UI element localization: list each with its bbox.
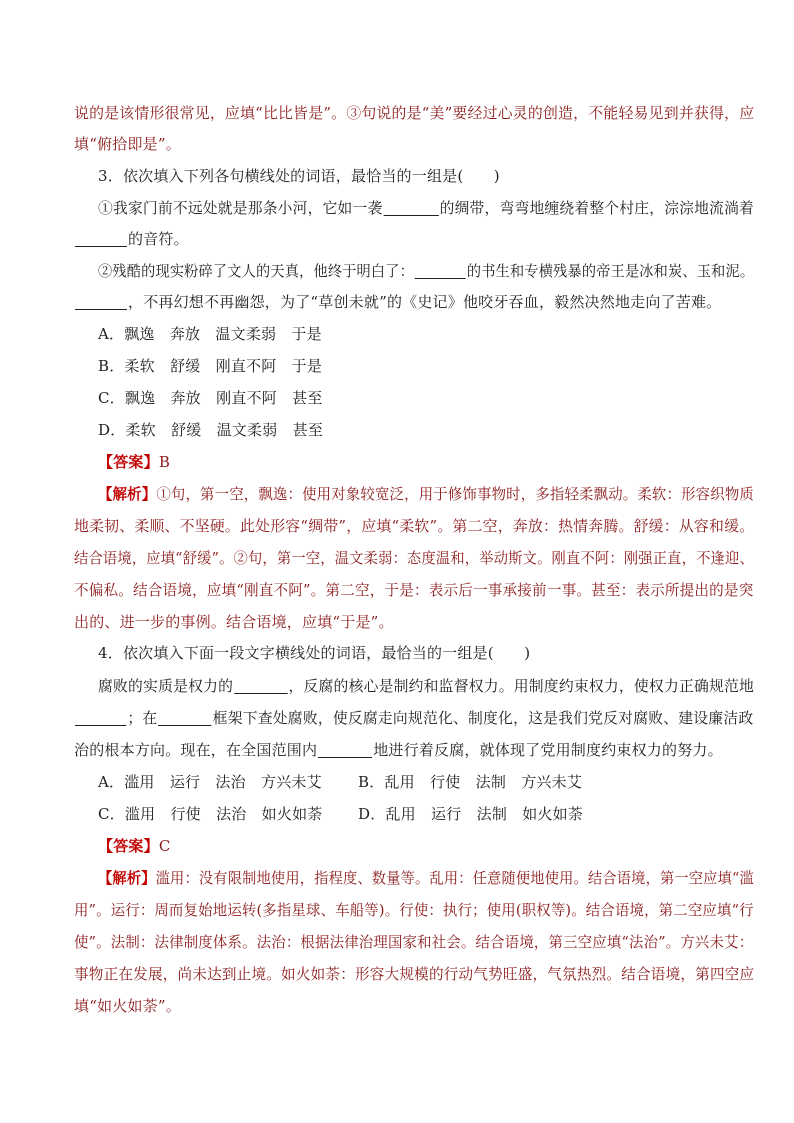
- q4-option-c: C．滥用 行使 法治 如火如荼: [98, 805, 323, 823]
- q3-analysis-line-3: 结合语境，应填“舒缓”。②句，第一空，温文柔弱：态度温和，举动斯文。刚直不阿：刚强正直，不逢迎、: [74, 549, 754, 567]
- q4-analysis-line-4: 事物正在发展，尚未达到止境。如火如荼：形容大规模的行动气势旺盛，气氛热烈。结合语境，第四空应: [74, 965, 755, 983]
- q3-analysis-line-4: 不偏私。结合语境，应填“刚直不阿”。第二空，于是：表示后一事承接前一事。甚至：表示所提出的是突: [74, 581, 754, 599]
- blank: [75, 711, 126, 726]
- q4-option-a: A．滥用 运行 法治 方兴未艾: [98, 773, 322, 791]
- q3-sentence-1: ①我家门前不远处就是那条小河，它如一袭 的绸带，弯弯地缠绕着整个村庄，淙淙地流淌着: [98, 199, 755, 217]
- q3-analysis-line-5: 出的、进一步的事例。结合语境，应填“于是”。: [74, 613, 394, 631]
- q4-passage-line-2: ；在 框架下查处腐败，使反腐走向规范化、制度化，这是我们党反对腐败、建设廉洁政: [74, 708, 753, 728]
- q4-analysis-line-2: 用”。运行：周而复始地运转(多指星球、车船等)。行使：执行；使用(职权等)。结合语境，第二空应填“行: [74, 901, 754, 919]
- q4-stem: 4．依次填入下面一段文字横线处的词语，最恰当的一组是( ): [98, 644, 531, 662]
- q3-option-c: C．飘逸 奔放 刚直不阿 甚至: [98, 389, 323, 407]
- q3-sentence-1-cont: 的音符。: [74, 229, 189, 249]
- blank: [75, 232, 127, 247]
- q4-analysis-line-5: 填“如火如荼”。: [74, 997, 181, 1015]
- blank: [383, 201, 438, 216]
- prev-analysis-line-1: 说的是该情形很常见，应填“比比皆是”。③句说的是“美”要经过心灵的创造，不能轻易见到并获得，应: [74, 104, 755, 122]
- q3-sentence-2: ②残酷的现实粉碎了文人的天真，他终于明白了： 的书生和专横残暴的帝王是冰和炭、玉和泥。: [98, 262, 755, 280]
- blank: [158, 711, 211, 726]
- q4-passage-line-3: 治的根本方向。现在，在全国范围内 地进行着反腐，就体现了党用制度约束权力的努力。: [74, 741, 723, 759]
- prev-analysis-line-2: 填“俯拾即是”。: [74, 135, 181, 153]
- q3-option-d: D．柔软 舒缓 温文柔弱 甚至: [98, 421, 324, 439]
- blank: [234, 679, 287, 694]
- q3-analysis-line-2: 地柔韧、柔顺、不坚硬。此处形容“绸带”，应填“柔软”。第二空，奔放：热情奔腾。舒缓：从容和缓。: [74, 517, 755, 535]
- q3-sentence-2-cont: ，不再幻想不再幽怨，为了“草创未就”的《史记》他咬牙吞血，毅然决然地走向了苦难。: [74, 292, 721, 312]
- blank: [318, 743, 372, 758]
- q3-answer: 【答案】B: [98, 453, 171, 471]
- q4-analysis-line-1: 【解析】滥用：没有限制地使用，指程度、数量等。乱用：任意随便地使用。结合语境，第一空应填“滥: [98, 869, 754, 887]
- q3-option-a: A．飘逸 奔放 温文柔弱 于是: [98, 325, 322, 343]
- q3-analysis-line-1: 【解析】①句，第一空，飘逸：使用对象较宽泛，用于修饰事物时，多指轻柔飘动。柔软：形容织物质: [98, 485, 754, 503]
- q4-passage-line-1: 腐败的实质是权力的 ，反腐的核心是制约和监督权力。用制度约束权力，使权力正确规范地: [98, 677, 755, 695]
- q4-answer: 【答案】C: [98, 837, 171, 855]
- q3-option-b: B．柔软 舒缓 刚直不阿 于是: [98, 357, 323, 375]
- q4-option-d: D．乱用 运行 法制 如火如荼: [358, 805, 584, 823]
- q4-option-b: B．乱用 行使 法制 方兴未艾: [358, 773, 583, 791]
- q3-stem: 3．依次填入下列各句横线处的词语，最恰当的一组是( ): [98, 167, 500, 185]
- blank: [75, 295, 127, 310]
- blank: [415, 264, 466, 279]
- q4-analysis-line-3: 使”。法制：法律制度体系。法治：根据法律治理国家和社会。结合语境，第三空应填“法治”。方兴未艾：: [74, 933, 754, 951]
